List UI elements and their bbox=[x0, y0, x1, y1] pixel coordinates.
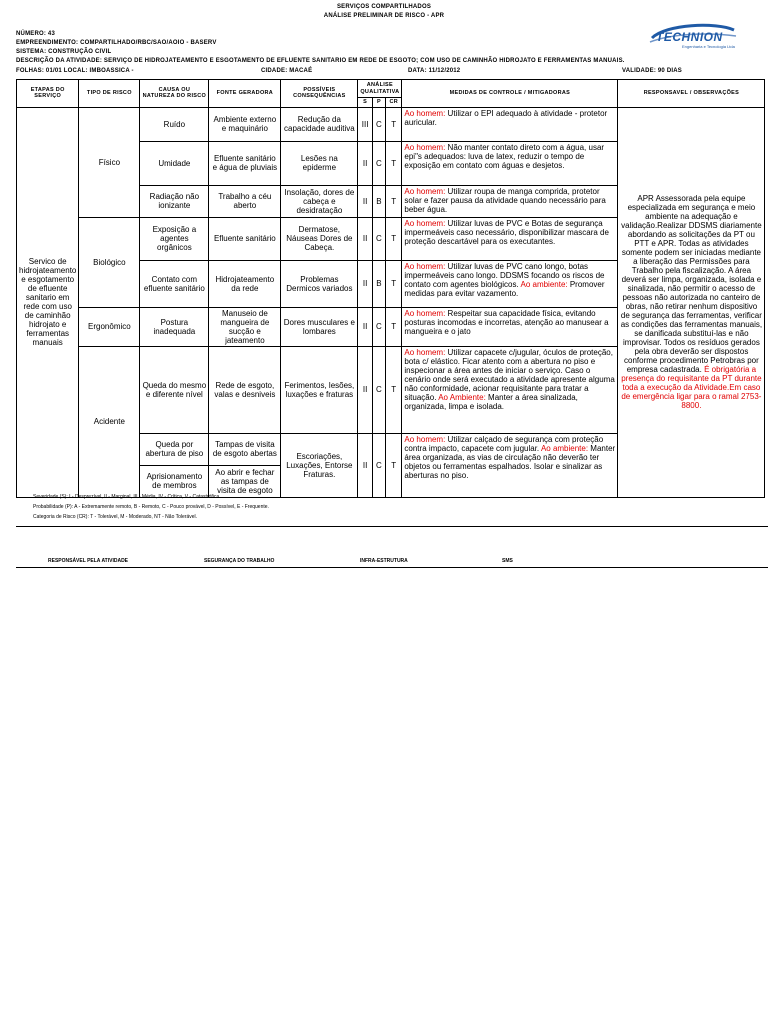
numero: NÚMERO: 43 bbox=[16, 31, 56, 37]
consequencia-cell: Lesões na epiderme bbox=[281, 141, 358, 185]
fonte-cell: Trabalho a céu aberto bbox=[209, 185, 281, 217]
tipo-ergonomico: Ergonômico bbox=[79, 307, 140, 346]
col-s: S bbox=[358, 98, 372, 108]
divider bbox=[16, 526, 768, 527]
causa-cell: Exposição a agentes orgânicos bbox=[140, 217, 209, 260]
responsavel-cell: APR Assessorada pela equipe especializada em segurança e meio ambiente na adequação e validação.Realizar DDSMS diariamente abordando as solicitações da PT ou PTT e APR. Todas as atividades somente podem ser iniciadas mediante a liberação das Permissões para Trabalho pela fiscalização. A área deverá ser limpa, organizada, isolada e sinalizada, não permitir o acesso de pessoas não autorizada no canteiro de obras, não retirar nenhum dispositivo de segurança das ferramentas, verificar as condições das ferramentas manuais, se danificada substituí-las e não improvisar. Todos os resíduos gerados pela obra deverão ser dispostos conforme procedimento Petrobras por empresa cadastrada. É obrigatória a presença do requisitante da PT durante toda a execução da Atividade.Em caso de emergência ligar para o ramal 2753-8800. bbox=[618, 107, 765, 497]
p-cell: C bbox=[372, 217, 385, 260]
cr-cell: T bbox=[386, 141, 402, 185]
p-cell: C bbox=[372, 141, 385, 185]
col-consequencias: POSSÍVEIS CONSEQUÊNCIAS bbox=[281, 80, 358, 108]
col-p: P bbox=[372, 98, 385, 108]
sig-seguranca: SEGURANÇA DO TRABALHO bbox=[204, 558, 275, 564]
cr-cell: T bbox=[386, 346, 402, 433]
fonte-cell: Manuseio de mangueira de sucção e jateamento bbox=[209, 307, 281, 346]
table-row bbox=[17, 107, 765, 141]
legend-probabilidade: Probabilidade (P): A - Extremamente remoto, B - Remoto, C - Pouco provável, D - Possível, E - Frequente. bbox=[33, 504, 269, 510]
s-cell: II bbox=[358, 346, 372, 433]
p-cell: C bbox=[372, 433, 385, 497]
tipo-biologico: Biológico bbox=[79, 217, 140, 307]
causa-cell: Contato com efluente sanitário bbox=[140, 260, 209, 307]
cr-cell: T bbox=[386, 307, 402, 346]
causa-cell: Aprisionamento de membros bbox=[140, 465, 209, 497]
validade: VALIDADE: 90 DIAS bbox=[622, 68, 682, 74]
col-causa: CAUSA OU NATUREZA DO RISCO bbox=[140, 80, 209, 108]
fonte-cell: Ambiente externo e maquinário bbox=[209, 107, 281, 141]
fonte-cell: Tampas de visita de esgoto abertas bbox=[209, 433, 281, 465]
doc-subtitle: ANÁLISE PRELIMINAR DE RISCO - APR bbox=[323, 13, 445, 19]
cr-cell: T bbox=[386, 217, 402, 260]
s-cell: II bbox=[358, 433, 372, 497]
fonte-cell: Hidrojateamento da rede bbox=[209, 260, 281, 307]
table-header-row bbox=[17, 80, 765, 98]
tipo-fisico: Físico bbox=[79, 107, 140, 217]
s-cell: II bbox=[358, 185, 372, 217]
logo-tagline: Engenharia e Tecnologia Ltda bbox=[682, 44, 735, 49]
s-cell: II bbox=[358, 307, 372, 346]
col-analise: ANÁLISE QUALITATIVA bbox=[358, 80, 402, 98]
s-cell: II bbox=[358, 141, 372, 185]
cr-cell: T bbox=[386, 185, 402, 217]
causa-cell: Radiação não ionizante bbox=[140, 185, 209, 217]
causa-cell: Ruído bbox=[140, 107, 209, 141]
causa-cell: Postura inadequada bbox=[140, 307, 209, 346]
medidas-cell: Ao homem: Utilizar luvas de PVC e Botas de segurança impermeáveis caso necessário, disponibilizar mascara de proteção descartável para os executantes. bbox=[402, 217, 618, 260]
medidas-cell: Ao homem: Utilizar roupa de manga comprida, protetor solar e fazer pausa da atividade quando necessário para beber água. bbox=[402, 185, 618, 217]
s-cell: III bbox=[358, 107, 372, 141]
tipo-acidente: Acidente bbox=[79, 346, 140, 497]
fonte-cell: Efluente sanitário e água de pluviais bbox=[209, 141, 281, 185]
consequencia-cell: Problemas Dermicos variados bbox=[281, 260, 358, 307]
medidas-cell: Ao homem: Utilizar luvas de PVC cano longo, botas impermeáveis cano longo. DDSMS focando os riscos de contato com agentes biológicos. Ao ambiente: Promover medidas para evitar vazamento. bbox=[402, 260, 618, 307]
sig-responsavel: RESPONSÁVEL PELA ATIVIDADE bbox=[48, 558, 129, 564]
col-responsavel: RESPONSAVEL / OBSERVAÇÕES bbox=[618, 80, 765, 108]
p-cell: C bbox=[372, 346, 385, 433]
legend-severidade: Severidade (S): I - Desprezível, II - Marginal, III - Média, IV - Crítica, V - Catastrófica bbox=[33, 494, 220, 500]
causa-cell: Umidade bbox=[140, 141, 209, 185]
data: DATA: 11/12/2012 bbox=[408, 68, 461, 74]
p-cell: C bbox=[372, 307, 385, 346]
fonte-cell: Rede de esgoto, valas e desniveis bbox=[209, 346, 281, 433]
causa-cell: Queda do mesmo e diferente nível bbox=[140, 346, 209, 433]
p-cell: C bbox=[372, 107, 385, 141]
consequencia-cell: Ferimentos, lesões, luxações e fraturas bbox=[281, 346, 358, 433]
doc-title: SERVIÇOS COMPARTILHADOS bbox=[336, 4, 432, 10]
s-cell: II bbox=[358, 260, 372, 307]
medidas-cell: Ao homem: Utilizar capacete c/jugular, óculos de proteção, bota c/ elástico. Ficar atento com a abertura no piso e inspecionar a área antes de iniciar o serviço. Caso o cenário onde será executado a atividade apresente alguma não conformidade, acionar requisitante para tratar a situação. Ao Ambiente: Manter a área sinalizada, organizada, limpa e isolada. bbox=[402, 346, 618, 433]
p-cell: B bbox=[372, 260, 385, 307]
fonte-cell: Ao abrir e fechar as tampas de visita de esgoto bbox=[209, 465, 281, 497]
consequencia-cell: Redução da capacidade auditiva bbox=[281, 107, 358, 141]
fonte-cell: Efluente sanitário bbox=[209, 217, 281, 260]
sistema: SISTEMA: CONSTRUÇÃO CIVIL bbox=[16, 49, 112, 55]
medidas-cell: Ao homem: Respeitar sua capacidade física, evitando posturas incomodas e incorretas, atenção ao manusear a mangueira e o jato bbox=[402, 307, 618, 346]
causa-cell: Queda por abertura de piso bbox=[140, 433, 209, 465]
p-cell: B bbox=[372, 185, 385, 217]
col-cr: CR bbox=[386, 98, 402, 108]
consequencia-cell: Dermatose, Náuseas Dores de Cabeça. bbox=[281, 217, 358, 260]
legend-categoria: Categoria de Risco (CR): T - Tolerável, M - Moderado, NT - Não Tolerável. bbox=[33, 514, 198, 520]
empreendimento: EMPREENDIMENTO: COMPARTILHADO/RBC/SAO/AOIO - BASERV bbox=[16, 40, 217, 46]
technion-logo bbox=[646, 22, 740, 52]
s-cell: II bbox=[358, 217, 372, 260]
medidas-cell: Ao homem: Utilizar calçado de segurança com proteção contra impacto, capacete com jugular. Ao ambiente: Manter área organizada, as vias de circulação não deverão ter objetos ou ferramentas espalhados. Isolar e sinalizar as aberturas no piso. bbox=[402, 433, 618, 497]
sig-infra: INFRA-ESTRUTURA bbox=[360, 558, 408, 564]
medidas-cell: Ao homem: Não manter contato direto com a água, usar epi"s adequados: luva de latex, reduzir o tempo de exposição em contato com águas e desjetos. bbox=[402, 141, 618, 185]
etapa-cell: Servico de hidrojateamento e esgotamento de efluente sanitario em rede com uso de caminhão hidrojato e ferramentas manuais bbox=[17, 107, 79, 497]
cr-cell: T bbox=[386, 433, 402, 497]
consequencia-cell: Insolação, dores de cabeça e desidratação bbox=[281, 185, 358, 217]
folhas-local: FOLHAS: 01/01 LOCAL: IMBOASSICA - bbox=[16, 68, 134, 74]
consequencia-cell: Dores musculares e lombares bbox=[281, 307, 358, 346]
consequencia-cell: Escoriações, Luxações, Entorse Fraturas. bbox=[281, 433, 358, 497]
col-fonte: FONTE GERADORA bbox=[209, 80, 281, 108]
cidade: CIDADE: MACAÉ bbox=[261, 68, 313, 74]
risk-analysis-table bbox=[16, 79, 765, 498]
descricao: DESCRIÇÃO DA ATIVIDADE: SERVIÇO DE HIDROJATEAMENTO E ESGOTAMENTO DE EFLUENTE SANITARIO EM REDE DE ESGOTO; COM USO DE CAMINHÃO HIDROJATO E FERRAMENTAS MANUAIS. bbox=[16, 58, 625, 64]
sig-sms: SMS bbox=[502, 558, 513, 564]
logo-text: TECHNION bbox=[656, 30, 723, 44]
cr-cell: T bbox=[386, 260, 402, 307]
medidas-cell: Ao homem: Utilizar o EPI adequado à atividade - protetor auricular. bbox=[402, 107, 618, 141]
cr-cell: T bbox=[386, 107, 402, 141]
col-medidas: MEDIDAS DE CONTROLE / MITIGADORAS bbox=[402, 80, 618, 108]
col-etapas: ETAPAS DO SERVIÇO bbox=[17, 80, 79, 108]
signature-line bbox=[16, 567, 768, 568]
col-tipo: TIPO DE RISCO bbox=[79, 80, 140, 108]
